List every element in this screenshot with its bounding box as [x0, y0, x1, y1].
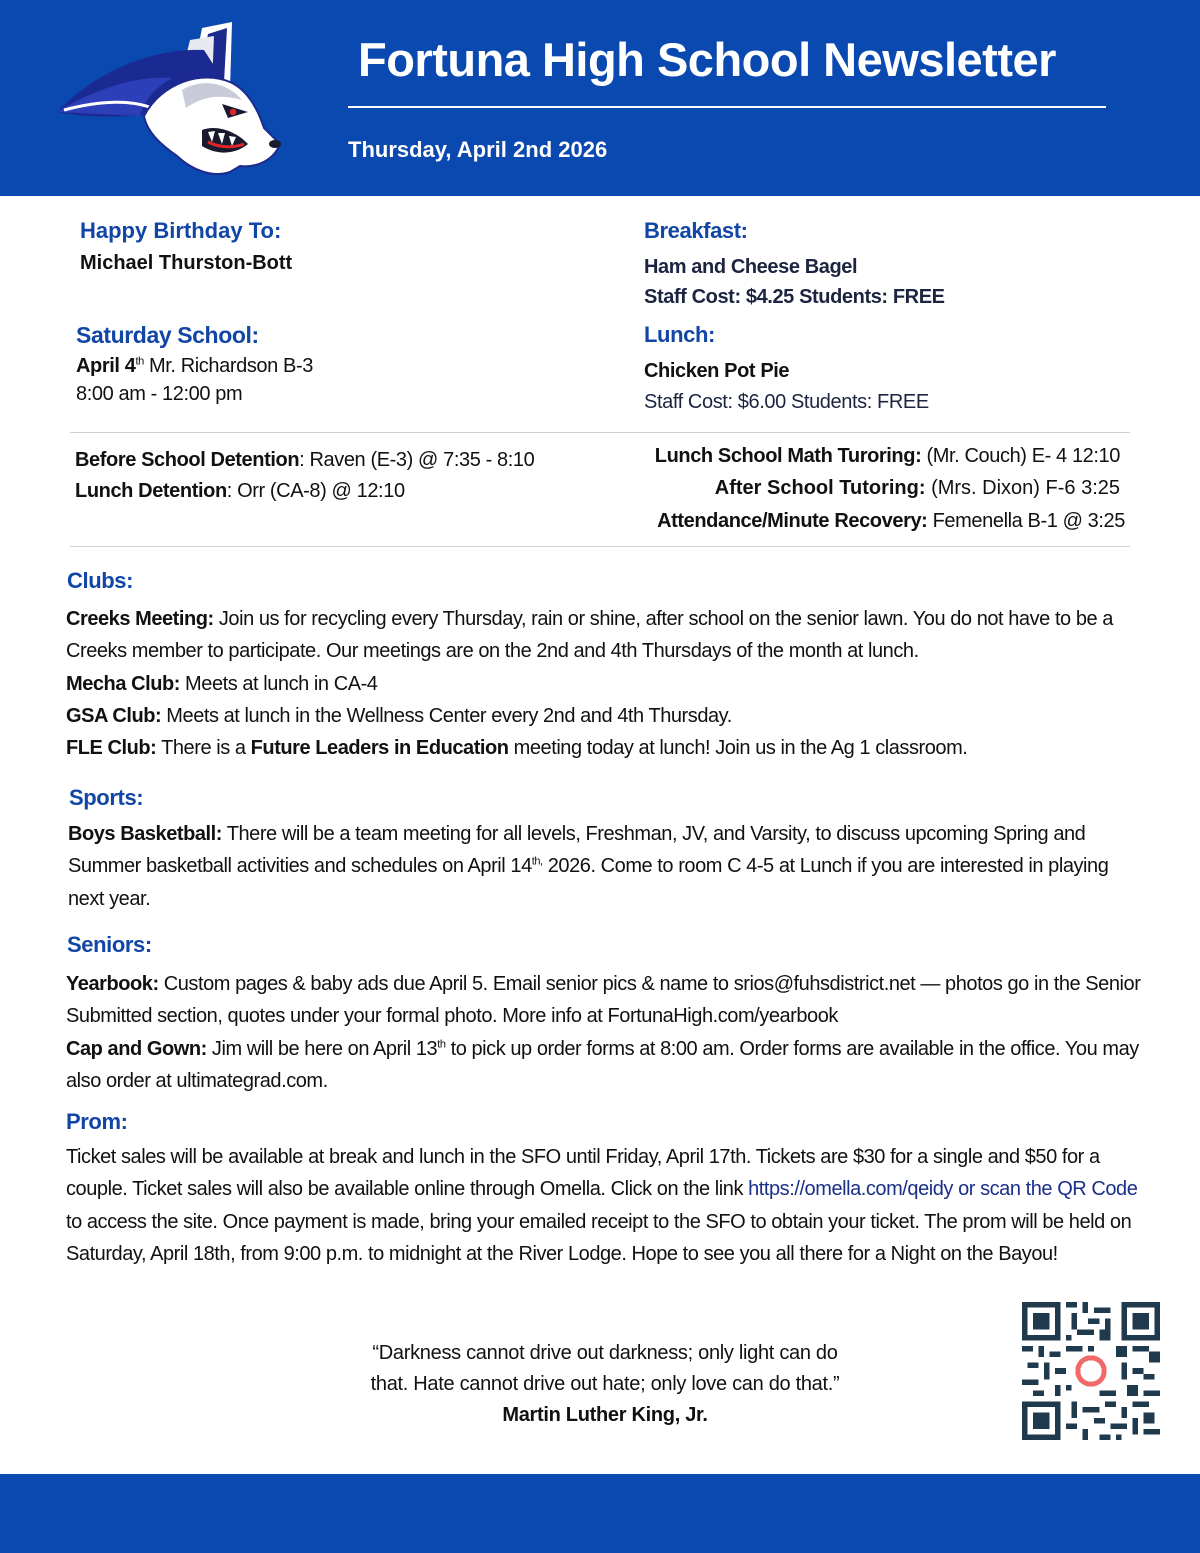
fle-bold: Future Leaders in Education — [250, 737, 509, 760]
saturday-school-date-suffix: th — [135, 355, 144, 368]
math-tutoring — [655, 440, 1120, 472]
newsletter-header — [0, 0, 1200, 196]
before-school-detention — [75, 444, 534, 476]
boys-basketball — [68, 818, 1138, 915]
basketball-date-suffix: th, — [531, 855, 543, 868]
prom-heading: Prom: — [66, 1109, 128, 1134]
attendance-recovery — [657, 505, 1125, 537]
fle-text-1: There is a — [156, 737, 251, 760]
cap-and-gown — [66, 1033, 1156, 1098]
saturday-school-date: April 4 — [76, 355, 136, 377]
saturday-school-time: 8:00 am - 12:00 pm — [76, 383, 243, 405]
sports-section — [68, 818, 1138, 915]
newsletter-footer — [0, 1474, 1200, 1553]
prom-section — [66, 1141, 1156, 1270]
clubs-heading: Clubs: — [67, 568, 134, 593]
lunch-item: Chicken Pot Pie — [644, 360, 790, 382]
prom-text-1: Ticket sales will be available at break and lunch in the SFO until Friday, April 17th. Tickets are $30 for a single and $50 for a couple. Ticket sales will also be available online through Omella. Click on the link — [66, 1146, 1100, 1201]
quote-line-2: that. Hate cannot drive out hate; only love can do that.” — [370, 1373, 840, 1395]
cap-gown-label: Cap and Gown: — [66, 1037, 207, 1060]
wolf-mascot-logo — [52, 20, 282, 180]
creeks-text: Join us for recycling every Thursday, rain or shine, after school on the senior lawn. You do not have to be a Creeks member to participate. Our meetings are on the 2nd and 4th Thursdays of the month at lunch. — [66, 608, 1113, 663]
lunch-detention-label: Lunch Detention — [75, 480, 227, 502]
newsletter-title: Fortuna High School Newsletter — [358, 33, 1056, 86]
fle-club — [66, 732, 1156, 764]
yearbook-text: Custom pages & baby ads due April 5. Email senior pics & name to srios@fuhsdistrict.net — photos go in the Senior Submitted section, quotes under your formal photo. More info at FortunaHigh.com/yearbook — [66, 973, 1141, 1028]
omella-link[interactable]: https://omella.com/qeidy or scan the QR Code — [748, 1178, 1138, 1201]
saturday-school-location: Mr. Richardson B-3 — [143, 355, 313, 377]
newsletter-date: Thursday, April 2nd 2026 — [348, 137, 608, 162]
cap-gown-text-1: Jim will be here on April 13 — [206, 1037, 438, 1060]
gsa-club — [66, 700, 1156, 732]
after-school-tutoring — [715, 472, 1120, 504]
birthday-name: Michael Thurston-Bott — [80, 252, 293, 274]
gsa-label: GSA Club: — [66, 704, 162, 727]
mecha-label: Mecha Club: — [66, 672, 180, 695]
quote-line-1: “Darkness cannot drive out darkness; only light can do — [372, 1342, 838, 1364]
cap-gown-text-2: to pick up order forms at 8:00 am. Order forms are available in the office. You may also order at ultimategrad.com. — [66, 1037, 1139, 1092]
saturday-school-heading: Saturday School: — [76, 322, 259, 348]
prom-text — [66, 1141, 1156, 1270]
prom-text-2: to access the site. Once payment is made, bring your emailed receipt to the SFO to obtain your ticket. The prom will be held on Saturday, April 18th, from 9:00 p.m. to midnight at the River Lodge. Hope to see you all there for a Night on the Bayou! — [66, 1210, 1132, 1265]
prom-qr-code[interactable] — [1022, 1302, 1160, 1440]
math-tutoring-label: Lunch School Math Turoring: — [654, 445, 922, 467]
cap-gown-date-suffix: th — [437, 1037, 446, 1050]
sports-heading: Sports: — [69, 785, 144, 810]
before-detention-label: Before School Detention — [75, 449, 300, 471]
creeks-label: Creeks Meeting: — [66, 608, 214, 630]
clubs-section — [66, 603, 1156, 764]
lunch-detention — [75, 475, 405, 507]
lunch-cost: Staff Cost: $6.00 Students: FREE — [644, 391, 929, 413]
gsa-text: Meets at lunch in the Wellness Center every 2nd and 4th Thursday. — [161, 704, 732, 727]
breakfast-cost: Staff Cost: $4.25 Students: FREE — [644, 286, 945, 308]
attendance-label: Attendance/Minute Recovery: — [657, 510, 928, 532]
yearbook — [66, 968, 1156, 1033]
title-divider — [348, 106, 1106, 108]
attendance-value: Femenella B-1 @ 3:25 — [927, 510, 1125, 532]
lunch-detention-value: : Orr (CA-8) @ 12:10 — [226, 480, 405, 502]
after-tutoring-label: After School Tutoring: — [714, 477, 926, 499]
yearbook-label: Yearbook: — [66, 973, 159, 995]
mlk-quote — [330, 1338, 880, 1431]
section-divider-top — [70, 432, 1130, 433]
section-divider-bottom — [70, 546, 1130, 547]
breakfast-item: Ham and Cheese Bagel — [644, 256, 858, 278]
fle-label: FLE Club: — [66, 737, 157, 760]
breakfast-heading: Breakfast: — [644, 218, 748, 243]
seniors-section — [66, 968, 1156, 1097]
mecha-text: Meets at lunch in CA-4 — [179, 672, 378, 695]
seniors-heading: Seniors: — [67, 932, 152, 957]
mecha-club — [66, 668, 1156, 700]
after-tutoring-value: (Mrs. Dixon) F-6 3:25 — [925, 477, 1120, 499]
fle-text-2: meeting today at lunch! Join us in the Ag 1 classroom. — [508, 737, 968, 760]
basketball-text-1: There will be a team meeting for all levels, Freshman, JV, and Varsity, to discuss upcoming Spring and Summer basketball activities and schedules on April 14 — [68, 823, 1086, 878]
basketball-text-2: 2026. Come to room C 4-5 at Lunch if you are interested in playing next year. — [68, 855, 1109, 910]
lunch-heading: Lunch: — [644, 322, 715, 347]
before-detention-value: : Raven (E-3) @ 7:35 - 8:10 — [299, 449, 535, 471]
math-tutoring-value: (Mr. Couch) E- 4 12:10 — [921, 445, 1120, 467]
basketball-label: Boys Basketball: — [68, 823, 222, 845]
quote-author: Martin Luther King, Jr. — [502, 1404, 708, 1426]
birthday-heading: Happy Birthday To: — [80, 218, 282, 243]
creeks-meeting — [66, 603, 1156, 668]
